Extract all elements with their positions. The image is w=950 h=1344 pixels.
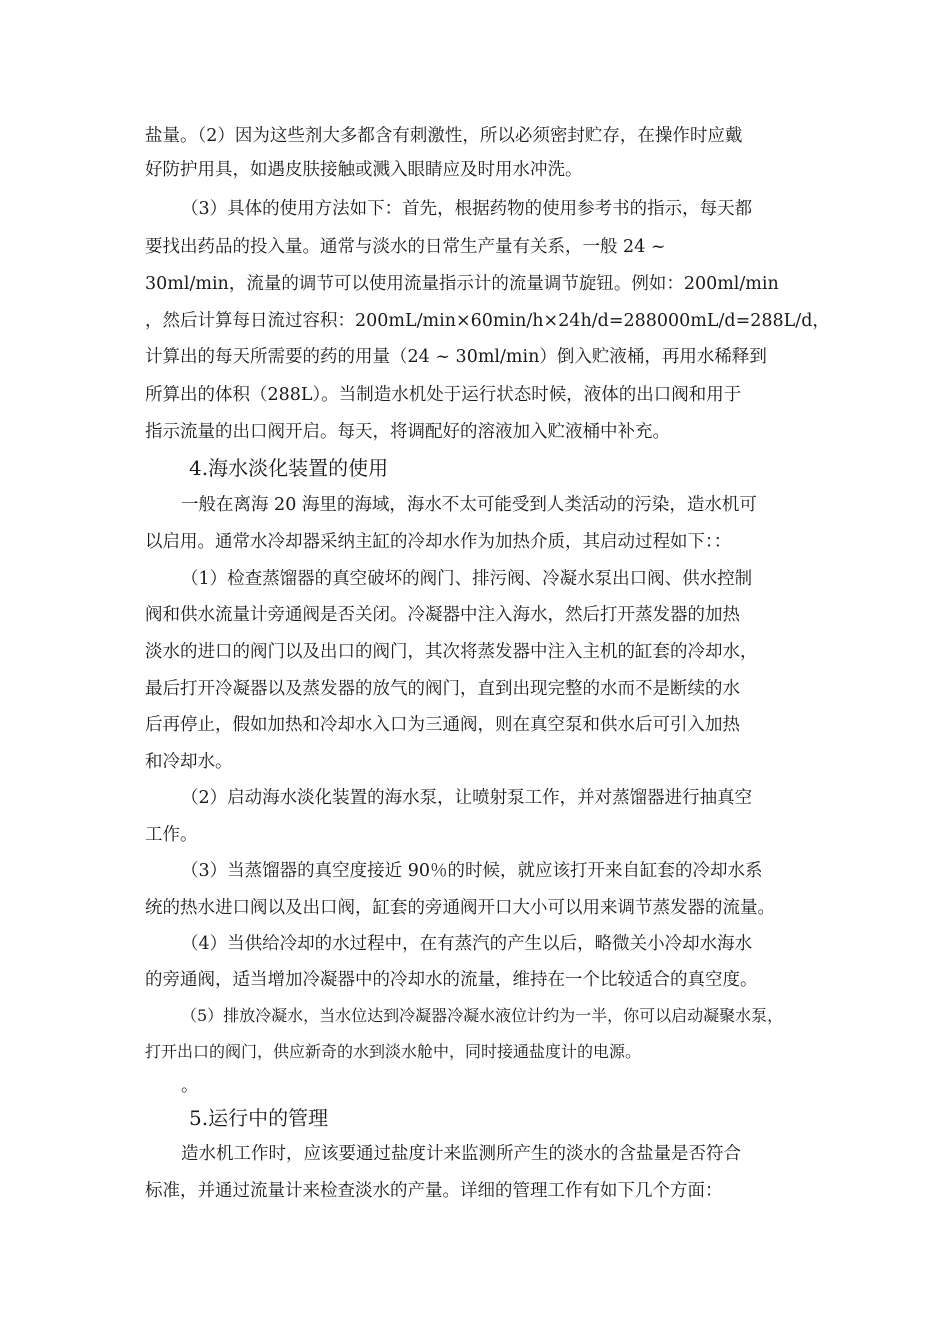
text-line: （4）当供给冷却的水过程中，在有蒸汽的产生以后，略微关小冷却水海水	[181, 934, 753, 954]
text-line: 一般在离海 20 海里的海域，海水不太可能受到人类活动的污染，造水机可	[181, 495, 757, 515]
text-line: （1）检查蒸馏器的真空破坏的阀门、排污阀、冷凝水泵出口阀、供水控制	[181, 569, 753, 589]
text-line: 指示流量的出口阀开启。每天，将调配好的溶液加入贮液桶中补充。	[145, 422, 670, 442]
text-line: 淡水的进口的阀门以及出口的阀门，其次将蒸发器中注入主机的缸套的冷却水，	[145, 642, 758, 662]
text-line: 最后打开冷凝器以及蒸发器的放气的阀门，直到出现完整的水而不是断续的水	[145, 679, 740, 699]
text-line: 所算出的体积（288L）。当制造水机处于运行状态时候，液体的出口阀和用于	[145, 385, 742, 405]
text-line: 要找出药品的投入量。通常与淡水的日常生产量有关系，一般 24 ~	[145, 237, 666, 257]
text-line: 打开出口的阀门，供应新奇的水到淡水舱中，同时接通盐度计的电源。	[145, 1042, 642, 1061]
text-line: 阀和供水流量计旁通阀是否关闭。冷凝器中注入海水，然后打开蒸发器的加热	[145, 605, 740, 625]
text-line: （3）当蒸馏器的真空度接近 90％的时候，就应该打开来自缸套的冷却水系	[181, 861, 763, 881]
text-line: （5）排放冷凝水，当水位达到冷凝器冷凝水液位计约为一半，你可以启动凝聚水泵，	[181, 1006, 784, 1025]
text-line: 好防护用具，如遇皮肤接触或溅入眼睛应及时用水冲洗。	[145, 160, 583, 180]
text-line: （3）具体的使用方法如下：首先，根据药物的使用参考书的指示，每天都	[181, 199, 753, 219]
text-line: 工作。	[145, 825, 198, 845]
text-line: 造水机工作时，应该要通过盐度计来监测所产生的淡水的含盐量是否符合	[181, 1144, 741, 1164]
section-heading: 5.运行中的管理	[189, 1106, 329, 1130]
text-line: ，然后计算每日流过容积：200mL/min×60min/h×24h/d=288000mL/d=288L/d，	[145, 311, 830, 331]
text-line: 统的热水进口阀以及出口阀，缸套的旁通阀开口大小可以用来调节蒸发器的流量。	[145, 898, 775, 918]
text-line: 标准，并通过流量计来检查淡水的产量。详细的管理工作有如下几个方面：	[145, 1181, 723, 1201]
text-line: 的旁通阀，适当增加冷凝器中的冷却水的流量，维持在一个比较适合的真空度。	[145, 970, 758, 990]
text-line: 计算出的每天所需要的药的用量（24 ~ 30ml/min）倒入贮液桶，再用水稀释到	[145, 347, 767, 367]
text-line: 盐量。（2）因为这些剂大多都含有刺激性，所以必须密封贮存，在操作时应戴	[145, 126, 743, 146]
text-line: 和冷却水。	[145, 752, 233, 772]
text-line: 以启用。通常水冷却器采纳主缸的冷却水作为加热介质，其启动过程如下：：	[145, 532, 732, 552]
text-line: 30ml/min，流量的调节可以使用流量指示计的流量调节旋钮。例如：200ml/min	[145, 274, 779, 294]
section-heading: 4.海水淡化装置的使用	[189, 456, 389, 480]
text-line: 后再停止，假如加热和冷却水入口为三通阀，则在真空泵和供水后可引入加热	[145, 715, 740, 735]
text-line: （2）启动海水淡化装置的海水泵，让喷射泵工作，并对蒸馏器进行抽真空	[181, 788, 753, 808]
text-line: 。	[181, 1076, 199, 1096]
